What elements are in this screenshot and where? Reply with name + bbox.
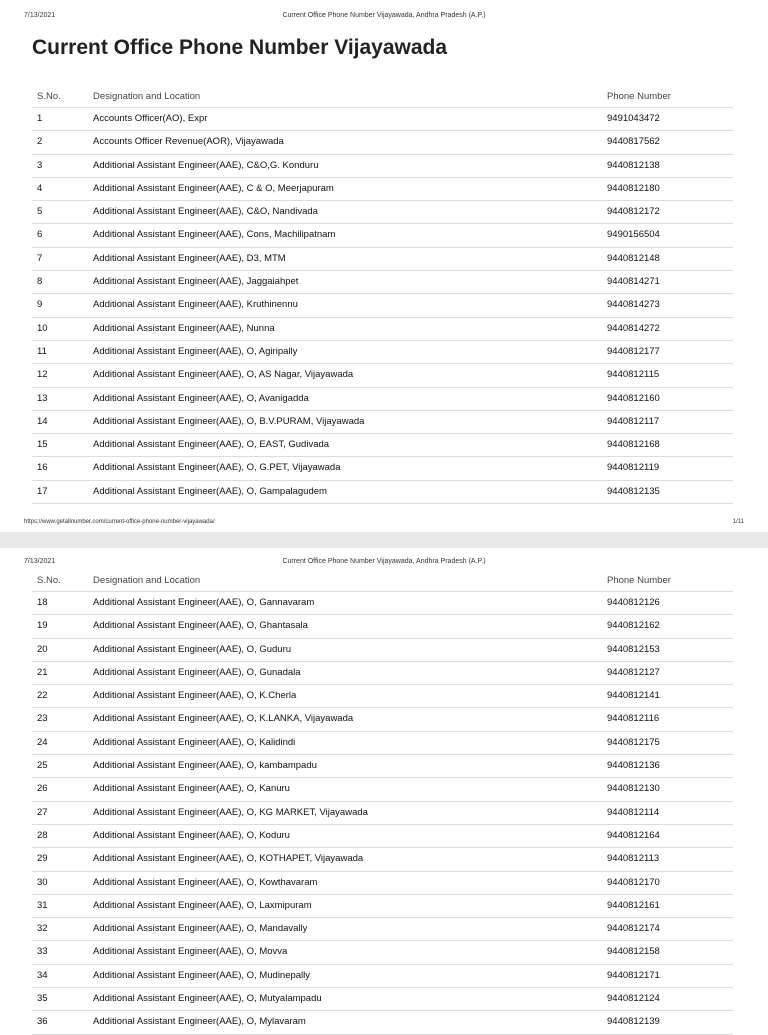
page-header	[0, 556, 768, 568]
cell-sno: 28	[37, 829, 48, 841]
cell-phone: 9440812168	[607, 439, 660, 451]
cell-sno: 3	[37, 159, 43, 171]
table-row	[32, 201, 733, 224]
cell-designation: Accounts Officer Revenue(AOR), Vijayawada	[93, 136, 284, 148]
table-row	[32, 341, 733, 364]
table-row	[32, 364, 733, 387]
table-row	[32, 434, 733, 457]
cell-phone: 9440812135	[607, 485, 660, 497]
cell-sno: 19	[37, 620, 48, 632]
cell-designation: Additional Assistant Engineer(AAE), O, Movva	[93, 946, 288, 958]
cell-sno: 31	[37, 899, 48, 911]
phone-table	[32, 86, 733, 504]
cell-sno: 35	[37, 993, 48, 1005]
table-row	[32, 155, 733, 178]
cell-phone: 9440812116	[607, 713, 660, 725]
cell-phone: 9440812174	[607, 923, 660, 935]
cell-sno: 6	[37, 229, 43, 241]
cell-phone: 9440812127	[607, 666, 660, 678]
table-row	[32, 755, 733, 778]
cell-designation: Additional Assistant Engineer(AAE), O, Mudinepally	[93, 969, 311, 981]
cell-phone: 9440812148	[607, 252, 660, 264]
cell-sno: 1	[37, 113, 43, 124]
column-header-sno: S.No.	[37, 575, 61, 586]
table-row	[32, 318, 733, 341]
table-row	[32, 825, 733, 848]
table-header-row	[32, 86, 733, 108]
cell-sno: 22	[37, 690, 48, 702]
cell-phone: 9440812126	[607, 597, 660, 608]
table-row	[32, 778, 733, 801]
cell-sno: 13	[37, 392, 48, 404]
cell-sno: 34	[37, 969, 48, 981]
cell-designation: Additional Assistant Engineer(AAE), O, Mandavally	[93, 923, 308, 935]
page-separator	[0, 532, 768, 548]
column-header-designation: Designation and Location	[93, 575, 201, 586]
cell-sno: 10	[37, 322, 48, 334]
cell-sno: 21	[37, 666, 48, 678]
table-row	[32, 965, 733, 988]
table-row	[32, 131, 733, 154]
cell-phone: 9440812171	[607, 969, 660, 981]
table-row	[32, 872, 733, 895]
page-number: 1/11	[732, 519, 744, 525]
cell-phone: 9440817562	[607, 136, 660, 148]
cell-phone: 9440812162	[607, 620, 660, 632]
cell-sno: 8	[37, 276, 43, 288]
cell-designation: Additional Assistant Engineer(AAE), Jaggaiahpet	[93, 276, 299, 288]
table-row	[32, 639, 733, 662]
table-row	[32, 662, 733, 685]
table-row	[32, 708, 733, 731]
cell-designation: Additional Assistant Engineer(AAE), O, Mutyalampadu	[93, 993, 322, 1005]
table-row	[32, 802, 733, 825]
cell-phone: 9440812175	[607, 736, 660, 748]
column-header-phone: Phone Number	[607, 575, 671, 586]
cell-designation: Additional Assistant Engineer(AAE), O, Avanigadda	[93, 392, 309, 404]
cell-sno: 12	[37, 369, 48, 381]
cell-sno: 32	[37, 923, 48, 935]
cell-designation: Additional Assistant Engineer(AAE), O, Gannavaram	[93, 597, 315, 608]
table-row	[32, 411, 733, 434]
table-row	[32, 178, 733, 201]
cell-designation: Additional Assistant Engineer(AAE), O, Agiripally	[93, 345, 298, 357]
cell-phone: 9440812113	[607, 853, 660, 865]
cell-sno: 11	[37, 345, 47, 357]
table-row	[32, 108, 733, 131]
cell-designation: Additional Assistant Engineer(AAE), O, Guduru	[93, 643, 292, 655]
cell-designation: Additional Assistant Engineer(AAE), Nunna	[93, 322, 275, 334]
print-date: 7/13/2021	[24, 558, 56, 565]
cell-designation: Additional Assistant Engineer(AAE), C & O, Meerjapuram	[93, 182, 334, 194]
table-row	[32, 592, 733, 615]
phone-table	[32, 570, 733, 1035]
cell-sno: 36	[37, 1016, 48, 1028]
cell-phone: 9440812164	[607, 829, 660, 841]
cell-sno: 4	[37, 182, 43, 194]
cell-sno: 30	[37, 876, 48, 888]
cell-sno: 27	[37, 806, 48, 818]
cell-designation: Additional Assistant Engineer(AAE), C&O,G. Konduru	[93, 159, 319, 171]
cell-designation: Additional Assistant Engineer(AAE), Cons, Machilipatnam	[93, 229, 336, 241]
cell-phone: 9440812130	[607, 783, 660, 795]
cell-designation: Additional Assistant Engineer(AAE), O, G.PET, Vijayawada	[93, 462, 341, 474]
table-row	[32, 895, 733, 918]
cell-designation: Additional Assistant Engineer(AAE), O, Kowthavaram	[93, 876, 318, 888]
footer-url[interactable]: https://www.getallnumber.com/current-office-phone-number-vijayawada/	[24, 519, 215, 525]
page-title: Current Office Phone Number Vijayawada	[32, 36, 448, 59]
cell-designation: Additional Assistant Engineer(AAE), O, Laxmipuram	[93, 899, 312, 911]
cell-designation: Accounts Officer(AO), Expr	[93, 113, 208, 124]
cell-designation: Additional Assistant Engineer(AAE), O, AS Nagar, Vijayawada	[93, 369, 354, 381]
cell-sno: 14	[37, 415, 48, 427]
cell-phone: 9440812161	[607, 899, 660, 911]
cell-sno: 9	[37, 299, 43, 311]
cell-designation: Additional Assistant Engineer(AAE), O, EAST, Gudivada	[93, 439, 330, 451]
cell-phone: 9491043472	[607, 113, 660, 124]
cell-designation: Additional Assistant Engineer(AAE), C&O, Nandivada	[93, 206, 318, 218]
page-header	[0, 10, 768, 22]
cell-phone: 9440812177	[607, 345, 660, 357]
cell-designation: Additional Assistant Engineer(AAE), O, KOTHAPET, Vijayawada	[93, 853, 364, 865]
page-footer	[0, 517, 768, 529]
table-row	[32, 941, 733, 964]
cell-sno: 25	[37, 760, 48, 772]
cell-phone: 9490156504	[607, 229, 660, 241]
cell-phone: 9440812172	[607, 206, 660, 218]
cell-designation: Additional Assistant Engineer(AAE), Kruthinennu	[93, 299, 298, 311]
table-row	[32, 848, 733, 871]
cell-phone: 9440812180	[607, 182, 660, 194]
table-row	[32, 457, 733, 480]
print-date: 7/13/2021	[24, 12, 56, 19]
cell-phone: 9440812115	[607, 369, 660, 381]
table-header-row	[32, 570, 733, 592]
cell-sno: 15	[37, 439, 48, 451]
cell-sno: 33	[37, 946, 48, 958]
column-header-phone: Phone Number	[607, 91, 671, 102]
cell-designation: Additional Assistant Engineer(AAE), O, Gampalagudem	[93, 485, 327, 497]
cell-sno: 5	[37, 206, 43, 218]
cell-designation: Additional Assistant Engineer(AAE), O, Koduru	[93, 829, 290, 841]
cell-phone: 9440812117	[607, 415, 660, 427]
cell-designation: Additional Assistant Engineer(AAE), O, Gunadala	[93, 666, 301, 678]
cell-designation: Additional Assistant Engineer(AAE), O, K.Cherla	[93, 690, 297, 702]
cell-sno: 7	[37, 252, 43, 264]
cell-sno: 17	[37, 485, 48, 497]
table-row	[32, 732, 733, 755]
cell-designation: Additional Assistant Engineer(AAE), O, kambampadu	[93, 760, 317, 772]
cell-designation: Additional Assistant Engineer(AAE), O, Kanuru	[93, 783, 290, 795]
cell-sno: 26	[37, 783, 48, 795]
cell-phone: 9440812141	[607, 690, 660, 702]
cell-designation: Additional Assistant Engineer(AAE), O, Kalidindi	[93, 736, 296, 748]
column-header-designation: Designation and Location	[93, 91, 201, 102]
cell-sno: 23	[37, 713, 48, 725]
table-row	[32, 918, 733, 941]
cell-phone: 9440812158	[607, 946, 660, 958]
table-row	[32, 271, 733, 294]
cell-sno: 18	[37, 597, 48, 608]
table-row	[32, 685, 733, 708]
cell-sno: 24	[37, 736, 48, 748]
cell-sno: 16	[37, 462, 48, 474]
cell-designation: Additional Assistant Engineer(AAE), O, B.V.PURAM, Vijayawada	[93, 415, 365, 427]
cell-phone: 9440812170	[607, 876, 660, 888]
cell-sno: 2	[37, 136, 43, 148]
table-row	[32, 615, 733, 638]
print-title: Current Office Phone Number Vijayawada, Andhra Pradesh (A.P.)	[282, 12, 486, 19]
cell-designation: Additional Assistant Engineer(AAE), O, Mylavaram	[93, 1016, 306, 1028]
print-title: Current Office Phone Number Vijayawada, Andhra Pradesh (A.P.)	[282, 558, 486, 565]
table-row	[32, 481, 733, 504]
cell-phone: 9440812119	[607, 462, 660, 474]
cell-designation: Additional Assistant Engineer(AAE), O, K.LANKA, Vijayawada	[93, 713, 354, 725]
cell-phone: 9440812124	[607, 993, 660, 1005]
cell-phone: 9440814272	[607, 322, 660, 334]
cell-sno: 20	[37, 643, 48, 655]
table-row	[32, 224, 733, 247]
cell-designation: Additional Assistant Engineer(AAE), O, Ghantasala	[93, 620, 308, 632]
column-header-sno: S.No.	[37, 91, 61, 102]
cell-phone: 9440812114	[607, 806, 660, 818]
table-row	[32, 248, 733, 271]
table-row	[32, 294, 733, 317]
cell-phone: 9440814273	[607, 299, 660, 311]
cell-phone: 9440814271	[607, 276, 660, 288]
cell-designation: Additional Assistant Engineer(AAE), D3, MTM	[93, 252, 286, 264]
cell-phone: 9440812139	[607, 1016, 660, 1028]
cell-designation: Additional Assistant Engineer(AAE), O, KG MARKET, Vijayawada	[93, 806, 368, 818]
cell-phone: 9440812153	[607, 643, 660, 655]
cell-phone: 9440812160	[607, 392, 660, 404]
cell-sno: 29	[37, 853, 48, 865]
table-row	[32, 988, 733, 1011]
table-row	[32, 1011, 733, 1034]
table-row	[32, 388, 733, 411]
cell-phone: 9440812138	[607, 159, 660, 171]
cell-phone: 9440812136	[607, 760, 660, 772]
